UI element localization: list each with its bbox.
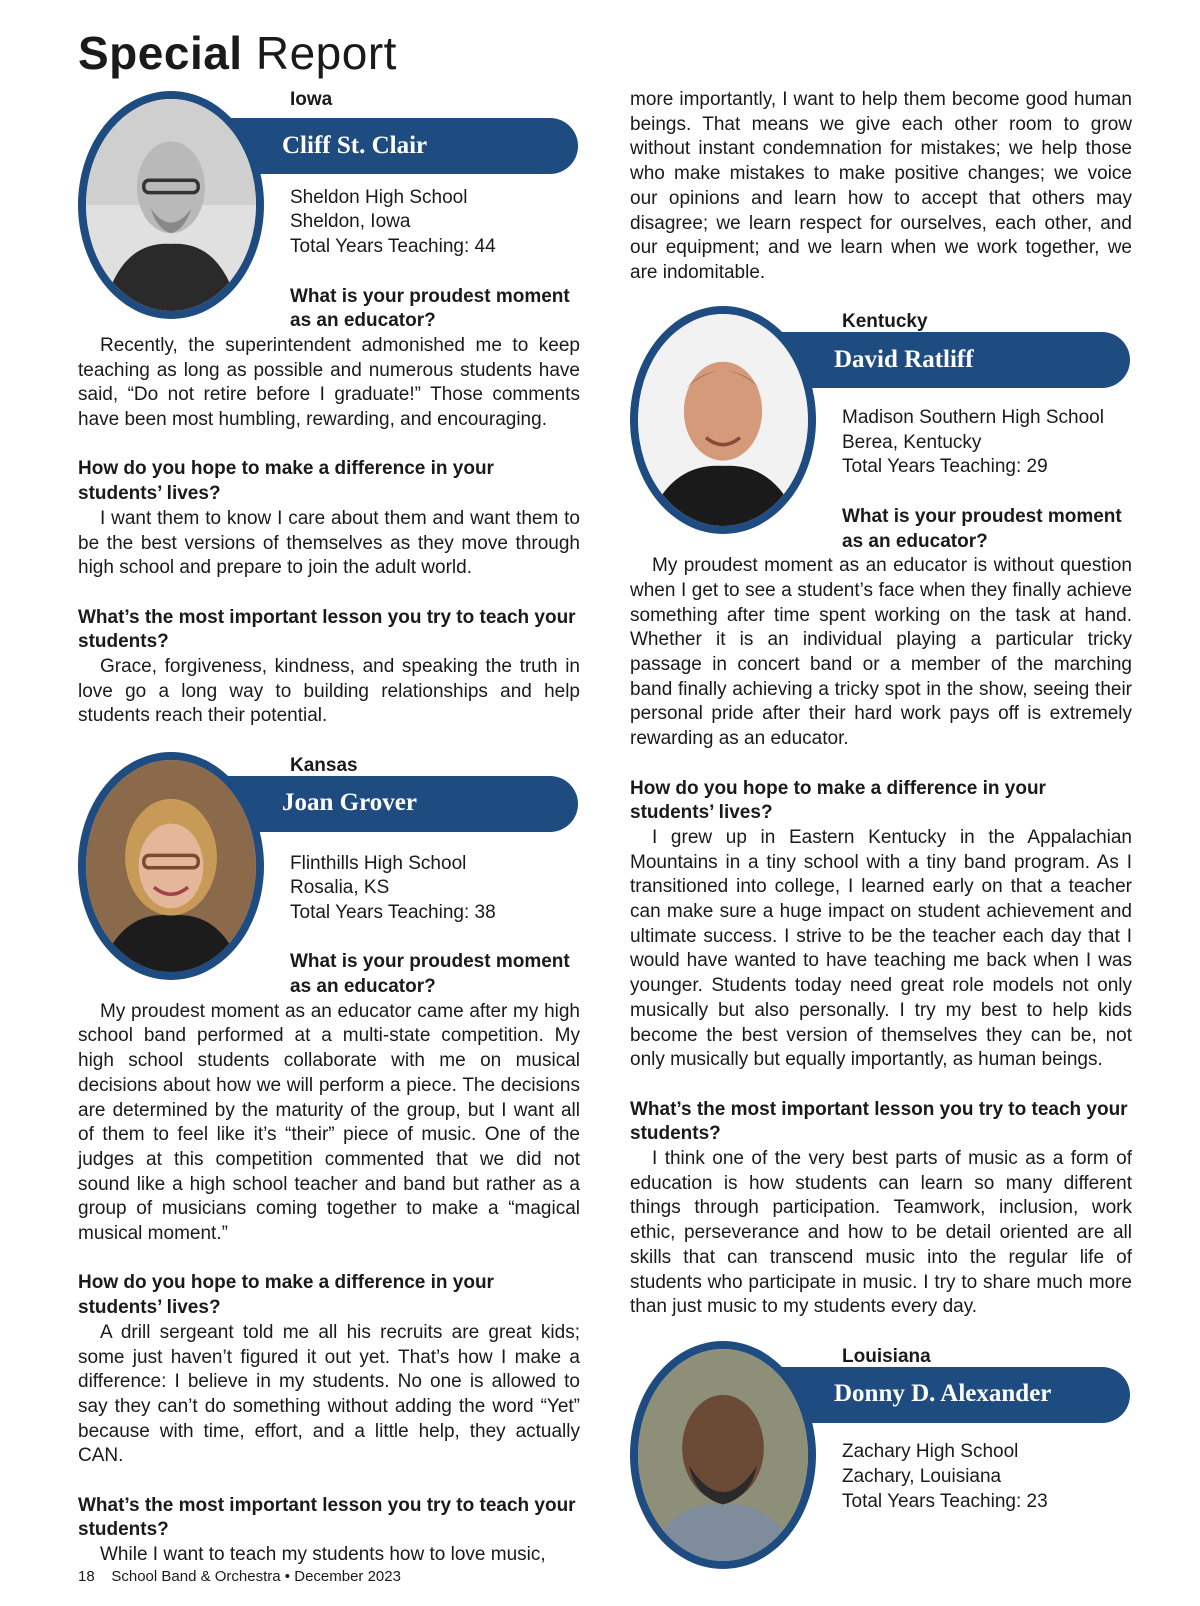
school-location: Zachary, Louisiana bbox=[842, 1466, 1002, 1488]
years-teaching: Total Years Teaching: 29 bbox=[842, 456, 1048, 478]
school-name: Flinthills High School bbox=[290, 852, 467, 874]
question-important-lesson: What’s the most important lesson you try to teach your students? bbox=[78, 606, 576, 653]
answer-paragraph: Recently, the superintendent admonished me to keep teaching as long as possible and numerous students have said, “Do not retire before I graduate!” Those comments have been most humbling, rewarding, and encouraging. bbox=[78, 334, 580, 431]
educator-name: Joan Grover bbox=[282, 789, 417, 817]
portrait-photo bbox=[78, 91, 264, 319]
portrait-photo bbox=[630, 306, 816, 534]
footer-separator: • bbox=[284, 1568, 291, 1585]
school-location: Sheldon, Iowa bbox=[290, 211, 411, 233]
page-header bbox=[78, 27, 397, 79]
state-label: Iowa bbox=[290, 89, 333, 110]
state-label: Kentucky bbox=[842, 311, 928, 333]
publication-name: School Band & Orchestra bbox=[111, 1568, 281, 1585]
years-teaching: Total Years Teaching: 23 bbox=[842, 1490, 1048, 1512]
answer-paragraph: Grace, forgiveness, kindness, and speaking the truth in love go a long way to building relationships and help students reach their potential. bbox=[78, 656, 580, 727]
name-banner bbox=[778, 332, 1130, 388]
answer-paragraph: While I want to teach my students how to love music, bbox=[100, 1544, 546, 1566]
question-make-difference: How do you hope to make a difference in your students’ lives? bbox=[630, 777, 1046, 824]
answer-paragraph: A drill sergeant told me all his recruits are great kids; some just haven’t figured it out yet. That’s how I make a difference: I believe in my students. No one is allowed to say they can’t do something without adding the word “Yet” because with time, effort, and a little help, they actually CAN. bbox=[78, 1321, 580, 1467]
school-name: Madison Southern High School bbox=[842, 407, 1104, 429]
header-title-light: Report bbox=[255, 27, 397, 79]
profile-kentucky bbox=[630, 310, 1132, 1320]
years-teaching: Total Years Teaching: 44 bbox=[290, 236, 496, 258]
profile-louisiana bbox=[630, 1345, 1132, 1515]
answer-paragraph: I want them to know I care about them and want them to be the best versions of themselves as they move through high school and prepare to join the adult world. bbox=[78, 507, 580, 579]
left-column bbox=[78, 88, 580, 1568]
school-location: Rosalia, KS bbox=[290, 877, 390, 899]
question-proudest-moment: What is your proudest moment as an educator? bbox=[290, 951, 570, 998]
page-number: 18 bbox=[78, 1568, 95, 1585]
name-banner bbox=[778, 1367, 1130, 1423]
answer-paragraph: My proudest moment as an educator came after my high school band performed at a multi-state competition. My high school students collaborate with me on musical decisions about how we will perform a piece. The decisions are determined by the maturity of the group, but I want all of them to feel like it’s “their” piece of music. One of the judges at this competition commented that we did not sound like a high school teacher and band but rather as a group of musicians coming together to make a “magical musical moment.” bbox=[78, 1000, 580, 1245]
name-banner bbox=[226, 776, 578, 832]
educator-name: David Ratliff bbox=[834, 345, 974, 373]
page-footer bbox=[78, 1568, 401, 1585]
question-proudest-moment: What is your proudest moment as an educator? bbox=[290, 285, 570, 332]
years-teaching: Total Years Teaching: 38 bbox=[290, 901, 496, 923]
header-title-bold: Special bbox=[78, 27, 243, 79]
answer-paragraph: I grew up in Eastern Kentucky in the Appalachian Mountains in a tiny school with a tiny band program. As I transitioned into college, I learned early on that a teacher can make sure a huge impact on student achievement and ultimate success. I strive to be the teacher each day that I would have wanted to have teaching me back when I was younger. Students today need great role models not only musically but also personally. I try my best to help kids become the best version of themselves they can be, not only musically but equally importantly, as human beings. bbox=[630, 826, 1132, 1071]
answer-paragraph: My proudest moment as an educator is without question when I get to see a student’s face when they finally achieve something after time spent working on the task at hand. Whether it is an individual playing a particular tricky passage in concert band or a member of the marching band finally achieving a tricky spot in the show, seeing their personal pride after their hard work pays off is extremely rewarding as an educator. bbox=[630, 555, 1132, 750]
portrait-photo bbox=[630, 1341, 816, 1569]
state-label: Louisiana bbox=[842, 1345, 931, 1367]
issue-date: December 2023 bbox=[294, 1568, 401, 1585]
question-important-lesson: What’s the most important lesson you try to teach your students? bbox=[630, 1098, 1128, 1145]
question-make-difference: How do you hope to make a difference in your students’ lives? bbox=[78, 1272, 494, 1319]
state-label: Kansas bbox=[290, 754, 358, 776]
answer-continued: more importantly, I want to help them become good human beings. That means we give each other room to grow without instant condemnation for mistakes; we help those who make mistakes to make positive changes; we voice our opinions and learn how to accept that others may disagree; we learn respect for ourselves, each other, and our equipment; and we learn when we work together, we are indomitable. bbox=[630, 89, 1132, 283]
profile-iowa bbox=[78, 88, 580, 729]
question-proudest-moment: What is your proudest moment as an educator? bbox=[842, 505, 1122, 552]
school-name: Sheldon High School bbox=[290, 186, 468, 208]
educator-name: Donny D. Alexander bbox=[834, 1380, 1052, 1408]
school-location: Berea, Kentucky bbox=[842, 431, 982, 453]
school-name: Zachary High School bbox=[842, 1441, 1019, 1463]
profile-kansas bbox=[78, 754, 580, 1568]
question-important-lesson: What’s the most important lesson you try to teach your students? bbox=[78, 1494, 576, 1541]
answer-paragraph: I think one of the very best parts of music as a form of education is how students can learn so many different things through participation. Teamwork, inclusion, work ethic, perseverance and how to be detail oriented are all skills that can transcend music into the regular life of students who participate in music. I try to share much more than just music to my students every day. bbox=[630, 1148, 1132, 1318]
right-column bbox=[630, 88, 1132, 1514]
portrait-photo bbox=[78, 752, 264, 980]
educator-name: Cliff St. Clair bbox=[282, 131, 428, 159]
question-make-difference: How do you hope to make a difference in your students’ lives? bbox=[78, 458, 494, 505]
name-banner bbox=[226, 118, 578, 174]
